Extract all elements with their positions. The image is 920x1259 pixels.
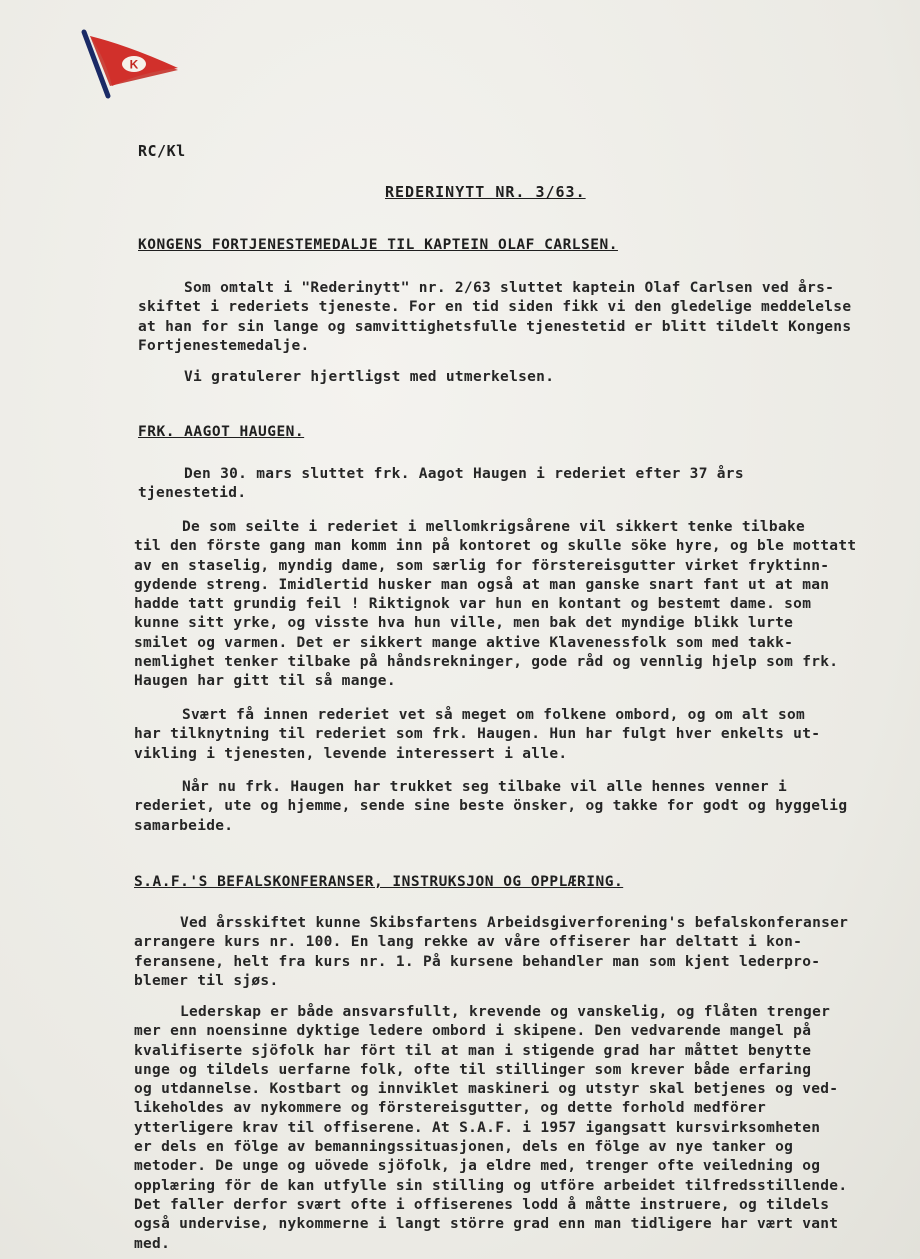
text-line: med. <box>134 1235 171 1252</box>
text-line: smilet og varmen. Det er sikkert mange aktive Klavenessfolk som med takk- <box>134 634 794 651</box>
text-line: kvalifiserte sjöfolk har fört til at man i stigende grad har måttet benytte <box>134 1042 812 1059</box>
paragraph-haugen-memories <box>134 518 856 692</box>
text-line: hadde tatt grundig feil ! Riktignok var hun en kontant og bestemt dame. som <box>134 596 812 613</box>
text-line: feransene, helt fra kurs nr. 1. På kursene behandler man som kjent lederpro- <box>134 953 821 970</box>
paragraph-haugen-farewell <box>134 778 847 836</box>
text-line: metoder. De unge og uövede sjöfolk, ja eldre med, trenger ofte veiledning og <box>134 1158 821 1175</box>
paragraph-haugen-retired <box>138 465 744 504</box>
text-line: og utdannelse. Kostbart og innviklet maskineri og utstyr skal betjenes og ved- <box>134 1081 839 1098</box>
paragraph-leadership <box>134 1003 847 1254</box>
text-line: Vi gratulerer hjertligst med utmerkelsen. <box>184 369 555 385</box>
text-line: er dels en fölge av bemanningssituasjonen, dels en fölge av nye tanker og <box>134 1139 794 1156</box>
paragraph-medal-announcement <box>138 279 851 356</box>
text-line: gydende streng. Imidlertid husker man også at man ganske snart fant ut at man <box>134 576 830 593</box>
text-line: Haugen har gitt til så mange. <box>134 673 396 690</box>
text-line: Det faller derfor svært ofte i offiserenes lodd å måtte instruere, og tildels <box>134 1196 830 1213</box>
reference-code: RC/Kl <box>138 142 186 160</box>
text-line: Ved årsskiftet kunne Skibsfartens Arbeidsgiverforening's befalskonferanser <box>180 915 849 931</box>
text-line: samarbeide. <box>134 817 234 834</box>
text-line: Som omtalt i "Rederinytt" nr. 2/63 sluttet kaptein Olaf Carlsen ved års- <box>184 280 835 296</box>
text-line: Lederskap er både ansvarsfullt, krevende og vanskelig, og flåten trenger <box>180 1004 831 1020</box>
text-line: også undervise, nykommerne i langt större grad enn man tidligere har vært vant <box>134 1216 839 1233</box>
section-heading-haugen: FRK. AAGOT HAUGEN. <box>138 424 305 440</box>
text-line: unge og tildels uerfarne folk, ofte til stillinger som krever både erfaring <box>134 1061 812 1078</box>
text-line: rederiet, ute og hjemme, sende sine beste önsker, og takke for godt og hyggelig <box>134 798 848 815</box>
text-line: Den 30. mars sluttet frk. Aagot Haugen i rederiet efter 37 års <box>184 466 744 482</box>
text-line: Fortjenestemedalje. <box>138 337 310 354</box>
document-title: REDERINYTT NR. 3/63. <box>385 183 586 201</box>
text-line: Når nu frk. Haugen har trukket seg tilbake vil alle hennes venner i <box>182 779 787 795</box>
text-line: opplæring för de kan utfylle sin stilling og utföre arbeidet tilfredsstillende. <box>134 1177 848 1194</box>
text-line: Svært få innen rederiet vet så meget om folkene ombord, og om alt som <box>182 707 806 723</box>
text-line: ytterligere krav til offiserene. At S.A.F. i 1957 igangsatt kursvirksomheten <box>134 1119 821 1136</box>
paragraph-saf-courses <box>134 914 848 991</box>
text-line: nemlighet tenker tilbake på håndsrekninger, gode råd og vennlig hjelp som frk. <box>134 654 839 671</box>
text-line: av en staselig, myndig dame, som særlig for förstereisgutter virket fryktinn- <box>134 557 830 574</box>
company-flag-logo <box>70 28 185 100</box>
text-line: at han for sin lange og samvittighetsfulle tjenestetid er blitt tildelt Kongens <box>138 318 852 335</box>
section-heading-saf: S.A.F.'S BEFALSKONFERANSER, INSTRUKSJON OG OPPLÆRING. <box>134 874 624 890</box>
text-line: har tilknytning til rederiet som frk. Haugen. Hun har fulgt hver enkelts ut- <box>134 726 821 743</box>
text-line: blemer til sjøs. <box>134 972 279 989</box>
text-line: likeholdes av nykommere og förstereisgutter, og dette forhold medförer <box>134 1100 767 1117</box>
flag-letter: K <box>129 57 139 72</box>
text-line: De som seilte i rederiet i mellomkrigsårene vil sikkert tenke tilbake <box>182 519 806 535</box>
text-line: skiftet i rederiets tjeneste. For en tid siden fikk vi den gledelige meddelelse <box>138 299 852 316</box>
paragraph-haugen-knowledge <box>134 706 820 764</box>
text-line: til den förste gang man komm inn på kontoret og skulle söke hyre, og ble mottatt <box>134 538 857 555</box>
paragraph-congratulations <box>184 368 554 387</box>
text-line: vikling i tjenesten, levende interessert i alle. <box>134 745 568 762</box>
text-line: mer enn noensinne dyktige ledere ombord i skipene. Den vedvarende mangel på <box>134 1023 812 1040</box>
text-line: kunne sitt yrke, og visste hva hun ville, men bak det myndige blikk lurte <box>134 615 794 632</box>
text-line: arrangere kurs nr. 100. En lang rekke av våre offiserer har deltatt i kon- <box>134 934 803 951</box>
section-heading-medal: KONGENS FORTJENESTEMEDALJE TIL KAPTEIN OLAF CARLSEN. <box>138 237 618 253</box>
text-line: tjenestetid. <box>138 485 247 502</box>
